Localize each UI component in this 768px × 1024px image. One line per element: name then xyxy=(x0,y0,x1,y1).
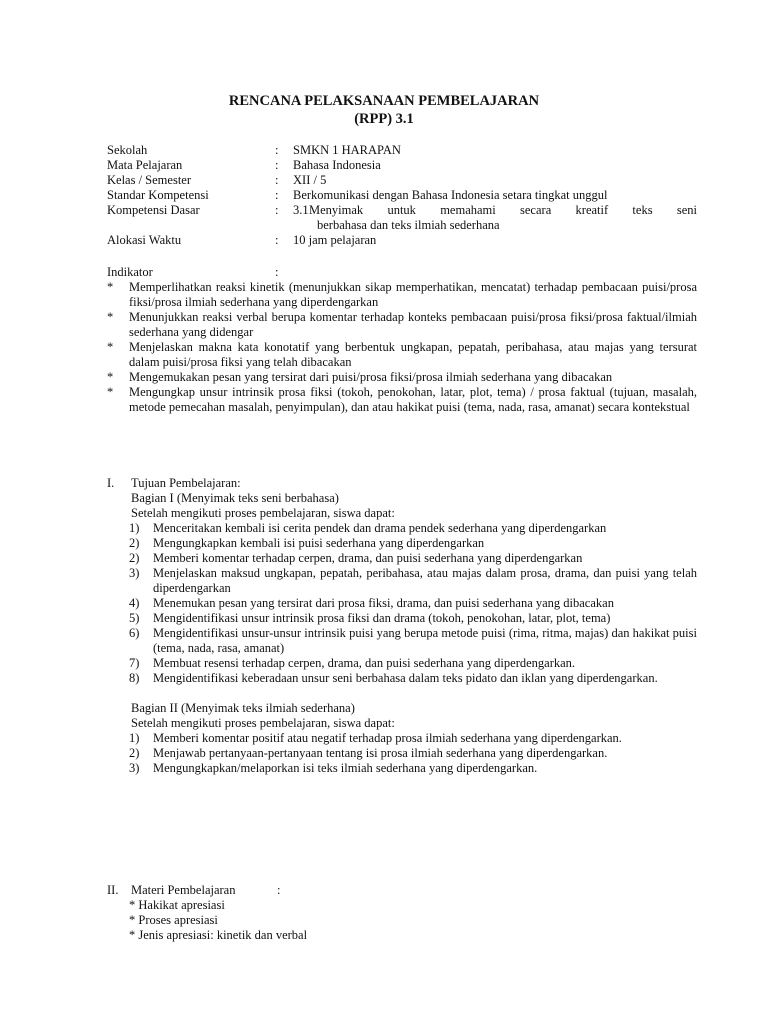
tujuan-heading xyxy=(107,476,697,491)
info-row-kelas xyxy=(107,173,697,188)
objective-item xyxy=(129,731,697,746)
info-row-sk xyxy=(107,188,697,203)
materi-colon: : xyxy=(277,883,281,897)
info-row-mapel xyxy=(107,158,697,173)
info-row-kd xyxy=(107,203,697,233)
bagian2-intro: Setelah mengikuti proses pembelajaran, siswa dapat: xyxy=(131,716,395,730)
objective-text: Mengidentifikasi unsur-unsur intrinsik puisi yang berupa metode puisi (rima, ritma, majas) dan hakikat puisi (tema, nada, rasa, amanat) xyxy=(153,626,697,655)
objective-number: 8) xyxy=(129,671,140,685)
bagian2-heading: Bagian II (Menyimak teks ilmiah sederhana) xyxy=(131,701,355,715)
info-value xyxy=(293,203,697,233)
section-title: Tujuan Pembelajaran: xyxy=(131,476,241,490)
info-colon: : xyxy=(275,143,279,157)
bullet-mark: * xyxy=(107,370,114,384)
objective-text: Mengidentifikasi keberadaan unsur seni berbahasa dalam teks pidato dan iklan yang diperdengarkan. xyxy=(153,671,658,685)
materi-heading xyxy=(107,883,697,898)
info-colon: : xyxy=(275,203,279,217)
objective-item xyxy=(129,761,697,776)
objective-number: 1) xyxy=(129,731,140,745)
bagian1-intro: Setelah mengikuti proses pembelajaran, siswa dapat: xyxy=(131,506,395,520)
info-value: Berkomunikasi dengan Bahasa Indonesia setara tingkat unggul xyxy=(293,188,608,202)
bullet-mark: * xyxy=(107,340,114,354)
objective-number: 1) xyxy=(129,521,140,535)
kd-number: 3.1 xyxy=(293,203,309,217)
objective-number: 2) xyxy=(129,551,140,565)
tujuan-section xyxy=(107,476,697,776)
indikator-item xyxy=(107,370,697,385)
objective-item xyxy=(129,521,697,536)
info-colon: : xyxy=(275,233,279,247)
objective-item xyxy=(129,626,697,656)
objective-number: 3) xyxy=(129,566,140,580)
info-colon: : xyxy=(275,173,279,187)
objective-number: 4) xyxy=(129,596,140,610)
indikator-item xyxy=(107,280,697,310)
objective-text: Memberi komentar positif atau negatif terhadap prosa ilmiah sederhana yang diperdengarkan. xyxy=(153,731,622,745)
indikator-item xyxy=(107,310,697,340)
info-row-sekolah xyxy=(107,143,697,158)
objective-text: Menceritakan kembali isi cerita pendek dan drama pendek sederhana yang diperdengarkan xyxy=(153,521,607,535)
bagian1-heading: Bagian I (Menyimak teks seni berbahasa) xyxy=(131,491,339,505)
objective-number: 5) xyxy=(129,611,140,625)
bullet-mark: * xyxy=(107,310,114,324)
indikator-item xyxy=(107,340,697,370)
info-colon: : xyxy=(275,188,279,202)
objective-text: Menjawab pertanyaan-pertanyaan tentang isi prosa ilmiah sederhana yang diperdengarkan. xyxy=(153,746,608,760)
indikator-colon: : xyxy=(275,265,279,279)
info-colon: : xyxy=(275,158,279,172)
bullet-mark: * xyxy=(107,280,114,294)
info-value: SMKN 1 HARAPAN xyxy=(293,143,401,157)
materi-item: * Hakikat apresiasi xyxy=(129,898,225,912)
objective-number: 3) xyxy=(129,761,140,775)
objective-number: 6) xyxy=(129,626,140,640)
info-value: Bahasa Indonesia xyxy=(293,158,381,172)
kd-text-line-2: berbahasa dan teks ilmiah sederhana xyxy=(317,218,500,232)
indikator-heading xyxy=(107,265,697,280)
indikator-text: Mengungkap unsur intrinsik prosa fiksi (tokoh, penokohan, latar, plot, tema) / prosa faktual (tujuan, masalah, metode pemecahan masalah, penyimpulan), dan atau hakikat puisi (tema, nada, rasa, amanat) secara kontekstual xyxy=(129,385,697,414)
kd-line-1 xyxy=(293,203,697,218)
info-label: Kelas / Semester xyxy=(107,173,192,187)
info-label: Mata Pelajaran xyxy=(107,158,183,172)
indikator-item xyxy=(107,385,697,415)
bagian2-list xyxy=(107,731,697,776)
info-label: Kompetensi Dasar xyxy=(107,203,200,217)
info-row-waktu xyxy=(107,233,697,248)
info-label: Sekolah xyxy=(107,143,148,157)
objective-item xyxy=(129,566,697,596)
materi-item: * Jenis apresiasi: kinetik dan verbal xyxy=(129,928,308,942)
identity-section xyxy=(107,143,697,248)
indikator-text: Mengemukakan pesan yang tersirat dari puisi/prosa fiksi/prosa ilmiah sederhana yang dibacakan xyxy=(129,370,613,384)
objective-item xyxy=(129,596,697,611)
bagian1-list xyxy=(107,521,697,686)
document-subtitle: (RPP) 3.1 xyxy=(354,111,414,127)
indikator-text: Menjelaskan makna kata konotatif yang berbentuk ungkapan, pepatah, peribahasa, atau majas yang tersurat dalam puisi/prosa fiksi yang telah dibacakan xyxy=(129,340,697,369)
materi-section xyxy=(107,883,697,943)
objective-item xyxy=(129,671,697,686)
objective-item xyxy=(129,656,697,671)
objective-text: Mengungkapkan/melaporkan isi teks ilmiah sederhana yang diperdengarkan. xyxy=(153,761,538,775)
objective-item xyxy=(129,536,697,551)
objective-text: Menemukan pesan yang tersirat dari prosa fiksi, drama, dan puisi sederhana yang dibacakan xyxy=(153,596,614,610)
objective-number: 7) xyxy=(129,656,140,670)
objective-text: Memberi komentar terhadap cerpen, drama, dan puisi sederhana yang diperdengarkan xyxy=(153,551,583,565)
indikator-text: Memperlihatkan reaksi kinetik (menunjukkan sikap memperhatikan, mencatat) terhadap pembacaan puisi/prosa fiksi/prosa ilmiah sederhana yang diperdengarkan xyxy=(129,280,697,309)
objective-number: 2) xyxy=(129,536,140,550)
indikator-label: Indikator xyxy=(107,265,153,279)
indikator-text: Menunjukkan reaksi verbal berupa komentar terhadap konteks pembacaan puisi/prosa fiksi/prosa faktual/ilmiah sederhana yang didengar xyxy=(129,310,697,339)
objective-text: Mengungkapkan kembali isi puisi sederhana yang diperdengarkan xyxy=(153,536,485,550)
section-number: II. xyxy=(107,883,119,897)
indikator-section xyxy=(107,265,697,415)
section-number: I. xyxy=(107,476,115,490)
objective-item xyxy=(129,611,697,626)
info-value: 10 jam pelajaran xyxy=(293,233,377,247)
bullet-mark: * xyxy=(107,385,114,399)
objective-item xyxy=(129,551,697,566)
materi-item: * Proses apresiasi xyxy=(129,913,218,927)
kd-text-line-1: Menyimak untuk memahami secara kreatif teks seni xyxy=(309,203,697,217)
objective-text: Menjelaskan maksud ungkapan, pepatah, peribahasa, atau majas dalam prosa, drama, dan puisi yang telah diperdengarkan xyxy=(153,566,697,595)
objective-text: Mengidentifikasi unsur intrinsik prosa fiksi dan drama (tokoh, penokohan, latar, plot, tema) xyxy=(153,611,611,625)
objective-item xyxy=(129,746,697,761)
info-label: Standar Kompetensi xyxy=(107,188,209,202)
document-title: RENCANA PELAKSANAAN PEMBELAJARAN xyxy=(228,93,540,109)
objective-number: 2) xyxy=(129,746,140,760)
info-value: XII / 5 xyxy=(293,173,327,187)
objective-text: Membuat resensi terhadap cerpen, drama, dan puisi sederhana yang diperdengarkan. xyxy=(153,656,576,670)
section-title: Materi Pembelajaran xyxy=(131,883,236,897)
info-label: Alokasi Waktu xyxy=(107,233,182,247)
